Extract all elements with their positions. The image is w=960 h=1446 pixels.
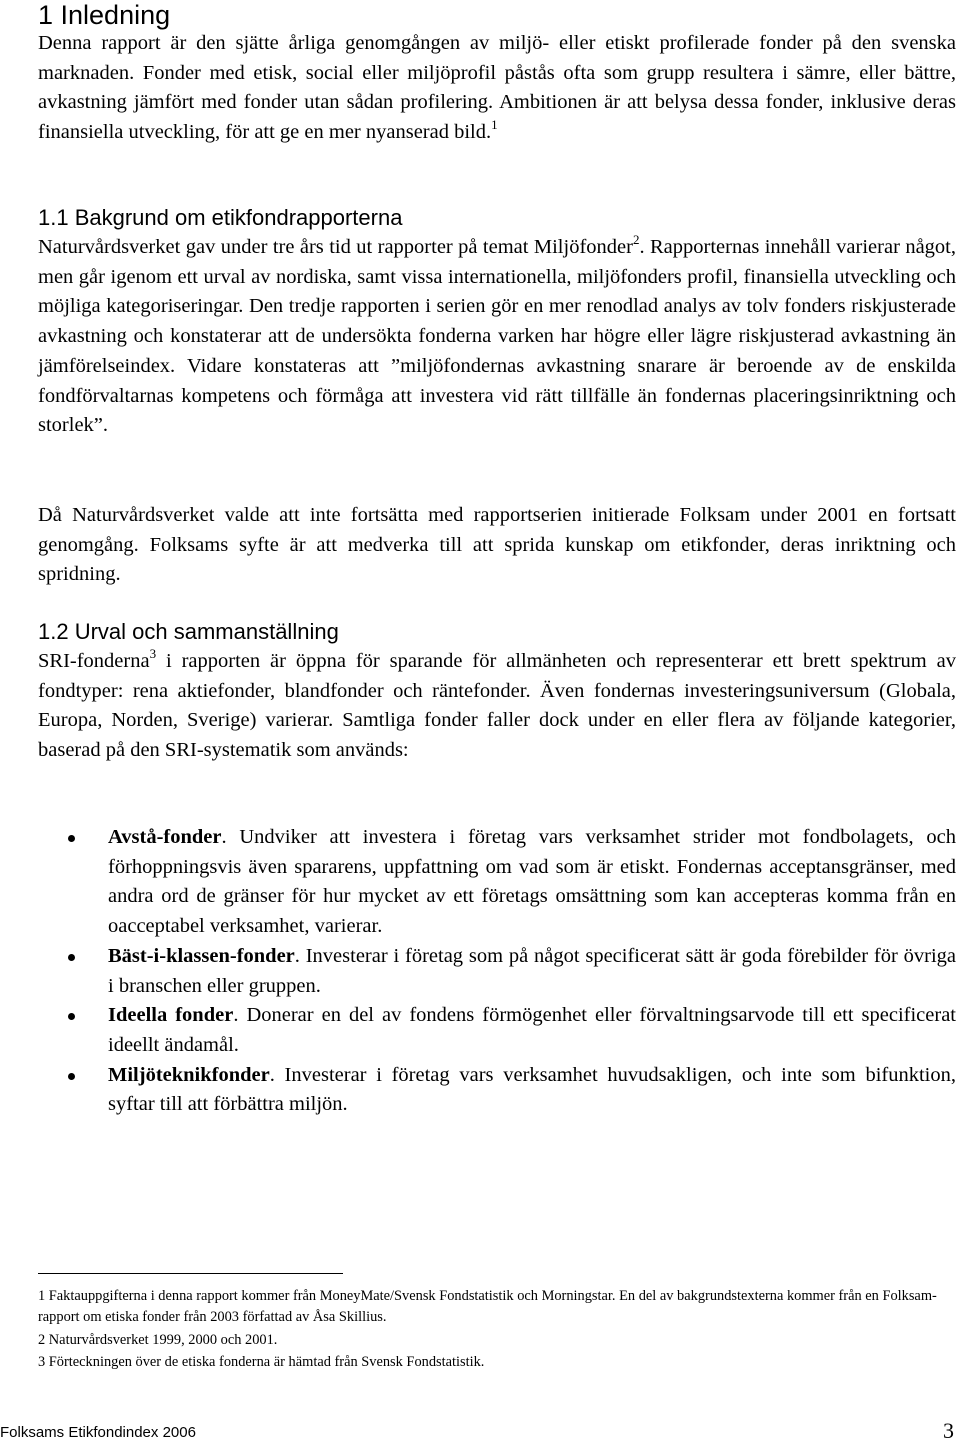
footnote-ref-3: 3 [149,646,157,661]
list-item-term: Miljöteknikfonder [108,1063,270,1086]
bullet-icon [68,1073,75,1080]
paragraph-text-cont: . Rapporternas innehåll varierar något, men går igenom ett urval av nordiska, samt vissa internationella, miljöfonders profil, finansiella utveckling och möjliga kategoriseringar. Den tredje rapporten i serien gör en mer renodlad analys av tolv fonders riskjusterade avkastning och konstaterar att de undersökta fonderna varken har högre eller lägre riskjusterad avkastning än jämförelseindex. Vidare konstateras att ”miljöfondernas avkastning snarare är beroende av de enskilda fondförvaltarnas kompetens och förmåga att investera vid rätt tillfälle än fondernas placeringsinriktning och storlek”. [38,236,956,437]
section-heading-inledning: 1 Inledning [38,0,171,30]
footer-title: Folksams Etikfondindex 2006 [0,1424,196,1441]
list-item-term: Avstå-fonder [108,826,222,848]
footnote-3: 3 Förteckningen över de etiska fonderna är hämtad från Svensk Fondstatistik. [38,1354,485,1370]
list-item-text: . Investerar i företag som på något specificerat sätt är goda förebilder för övriga i branschen eller gruppen. [108,944,956,997]
list-item-text: . Investerar i företag vars verksamhet huvudsakligen, och inte som bifunktion, syftar till att förbättra miljön. [108,1063,956,1116]
list-item-text: . Undviker att investera i företag vars verksamhet strider mot fondbolagets, och förhoppningsvis även spararens, uppfattning om vad som är etiskt. Fondernas acceptansgränser, med andra ord de gränser för hur mycket av ett företags omsättning som kan accepteras komma från en oacceptabel verksamhet, varierar. [108,826,956,938]
paragraph-text: SRI-fonderna [38,650,150,672]
paragraph-inledning [38,29,956,148]
paragraph-bakgrund [38,233,956,441]
paragraph-text: Denna rapport är den sjätte årliga genomgången av miljö- eller etiskt profilerade fonder på den svenska marknaden. Fonder med etisk, social eller miljöprofil påstås ofta som grupp resultera i sämre, eller bättre, avkastning jämfört med fonder utan sådan profilering. Ambitionen är att belysa dessa fonder, inklusive deras finansiella utveckling, för att ge en mer nyanserad bild. [38,32,956,144]
bullet-icon [68,954,75,961]
footnote-ref-2: 2 [632,232,640,247]
list-item-term: Bäst-i-klassen-fonder [108,944,295,967]
section-heading-bakgrund: 1.1 Bakgrund om etikfondrapporterna [38,205,403,230]
paragraph-text-cont: i rapporten är öppna för sparande för allmänheten och representerar ett brett spektrum av fondtyper: rena aktiefonder, blandfonder och räntefonder. Även fondernas investeringsuniversum (Globala, Europa, Norden, Sverige) varierar. Samtliga fonder faller dock under en eller flera av följande kategorier, baserad på den SRI-systematik som används: [38,650,956,762]
bullet-icon [68,1013,75,1020]
list-item-ideella [38,1001,956,1060]
category-list [38,823,956,1120]
paragraph-folksam: Då Naturvårdsverket valde att inte fortsätta med rapportserien initierade Folksam under 2001 en fortsatt genomgång. Folksams syfte är att medverka till att sprida kunskap om etikfonder, deras inriktning och spridning. [38,504,956,586]
bullet-icon [68,835,75,842]
footnote-ref-1: 1 [491,117,498,133]
footnote-1: 1 Faktauppgifterna i denna rapport kommer från MoneyMate/Svensk Fondstatistik och Morningstar. En del av bakgrundstexterna kommer från en Folksam-rapport om etiska fonder från 2003 författad av Åsa Skillius. [38,1288,937,1325]
list-item-text: . Donerar en del av fondens förmögenhet eller förvaltningsarvode till ett specificerat ideellt ändamål. [108,1004,957,1056]
section-heading-urval: 1.2 Urval och sammanställning [38,619,339,644]
paragraph-urval [38,647,956,766]
footnote-separator [38,1273,343,1274]
footnote-2: 2 Naturvårdsverket 1999, 2000 och 2001. [38,1332,278,1348]
list-item-bast-i-klassen [38,942,956,1001]
list-item-term: Ideella fonder [108,1004,234,1027]
paragraph-text: Naturvårdsverket gav under tre års tid ut rapporter på temat Miljöfonder [38,236,633,258]
list-item-miljoteknik [38,1061,956,1120]
list-item-avsta [38,823,956,942]
page-number: 3 [943,1418,954,1443]
